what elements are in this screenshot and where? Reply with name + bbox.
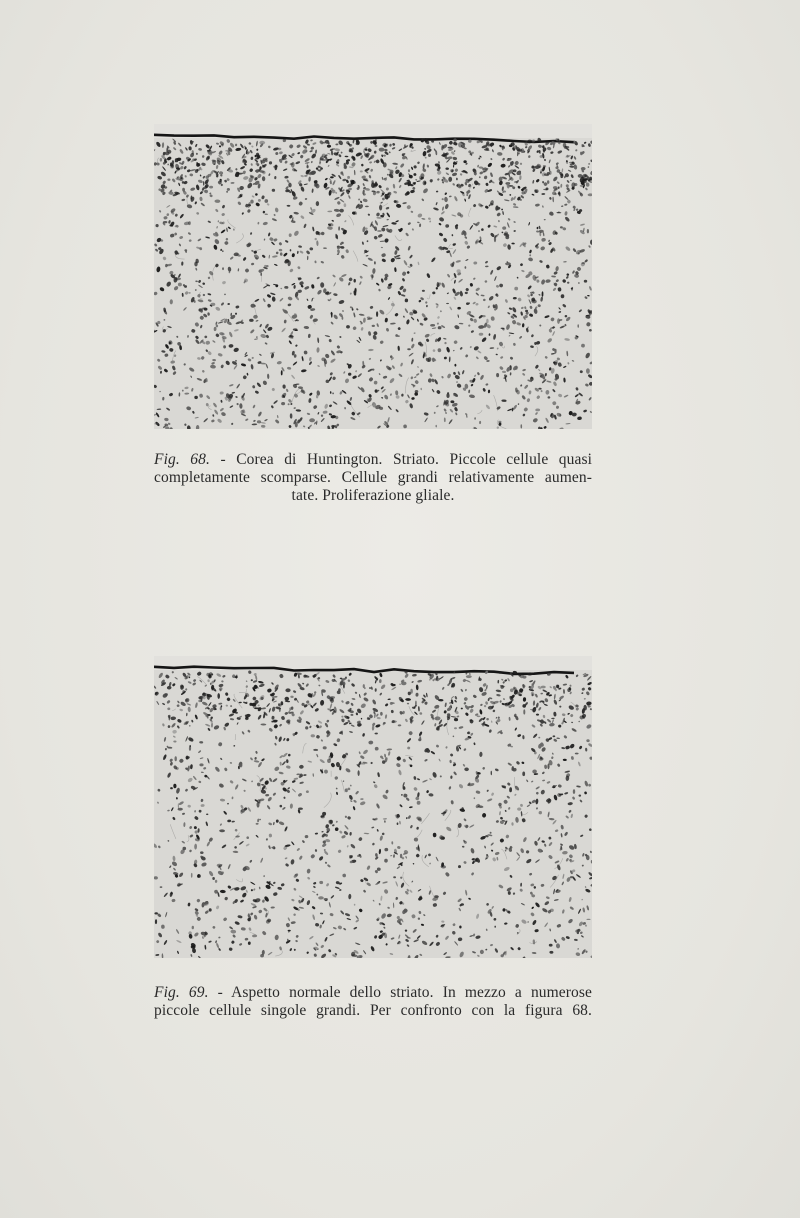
micrograph-image-69 (154, 656, 592, 958)
caption-68-line1: Fig. 68. - Corea di Huntington. Striato. Piccole cellule quasi (154, 451, 593, 468)
figure-69 (154, 656, 592, 1020)
micrograph-68 (154, 124, 592, 429)
caption-69-line2: piccole cellule singole grandi. Per confronto con la figura 68. (154, 1002, 592, 1019)
figure-68-label: Fig. 68. (154, 451, 210, 468)
caption-68-line2: completamente scomparse. Cellule grandi relativamente aumen- (154, 469, 592, 486)
caption-68-text1: Corea di Huntington. Striato. Piccole cellule quasi (236, 451, 593, 468)
figure-69-label: Fig. 69. (154, 984, 209, 1001)
figure-68 (154, 124, 592, 505)
caption-68 (154, 451, 592, 505)
caption-69 (154, 984, 592, 1020)
micrograph-69 (154, 656, 592, 958)
caption-69-line1: Fig. 69. - Aspetto normale dello striato. In mezzo a numerose (154, 984, 593, 1001)
caption-68-line3: tate. Proliferazione gliale. (291, 487, 455, 504)
micrograph-image-68 (154, 124, 592, 429)
caption-69-text1: Aspetto normale dello striato. In mezzo a numerose (231, 984, 593, 1001)
